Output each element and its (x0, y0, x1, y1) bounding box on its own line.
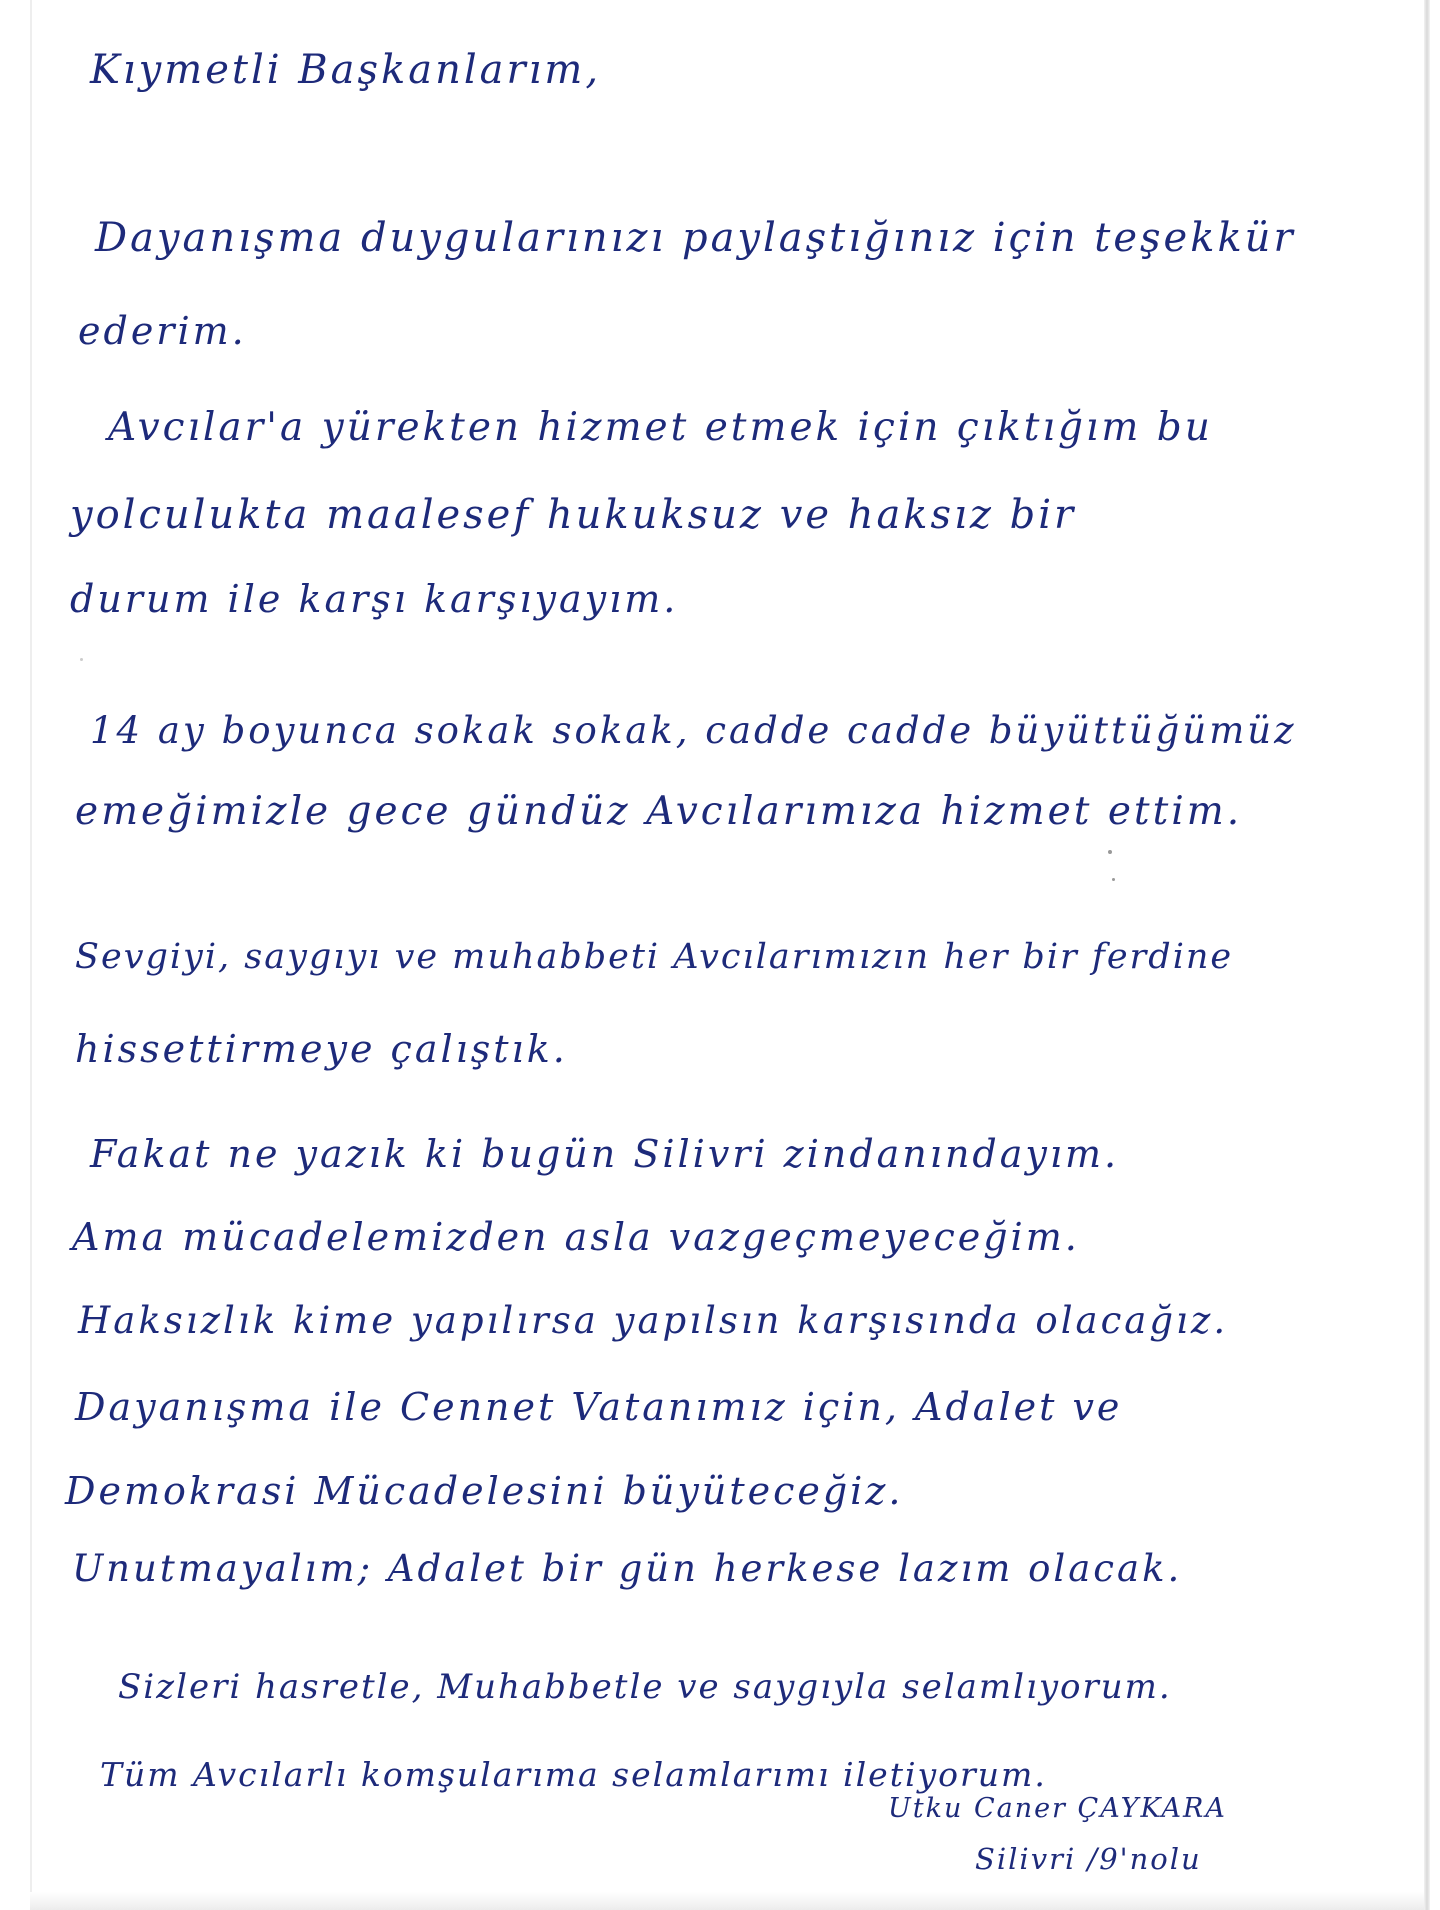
signature-place: Silivri /9'nolu (975, 1842, 1202, 1876)
letter-line: ederim. (78, 309, 247, 353)
letter-line: Sizleri hasretle, Muhabbetle ve saygıyla selamlıyorum. (118, 1667, 1172, 1707)
letter-line: Dayanışma ile Cennet Vatanımız için, Adalet ve (75, 1385, 1123, 1429)
letter-line: Haksızlık kime yapılırsa yapılsın karşısında olacağız. (78, 1299, 1229, 1342)
letter-line: Ama mücadelemizden asla vazgeçmeyeceğim. (72, 1215, 1080, 1259)
letter-line: Unutmayalım; Adalet bir gün herkese lazım olacak. (72, 1547, 1183, 1590)
letter-line: Tüm Avcılarlı komşularıma selamlarımı iletiyorum. (100, 1755, 1047, 1794)
signature-name: Utku Caner ÇAYKARA (888, 1793, 1227, 1824)
letter-line: yolculukta maalesef hukuksuz ve haksız bir (70, 492, 1077, 538)
letter-line: durum ile karşı karşıyayım. (70, 577, 679, 621)
letter-line: Sevgiyi, saygıyı ve muhabbeti Avcılarımızın her bir ferdine (75, 937, 1234, 977)
letter-line: Fakat ne yazık ki bugün Silivri zindanındayım. (90, 1132, 1120, 1176)
ink-speck (1108, 850, 1112, 854)
letter-line: 14 ay boyunca sokak sokak, cadde cadde büyüttüğümüz (90, 709, 1297, 752)
letter-line: Dayanışma duygularınızı paylaştığınız için teşekkür (95, 215, 1296, 261)
ink-speck (1112, 878, 1115, 881)
letter-salutation: Kıymetli Başkanlarım, (90, 47, 602, 93)
letter-line: Avcılar'a yürekten hizmet etmek için çıktığım bu (108, 405, 1213, 450)
letter-line: emeğimizle gece gündüz Avcılarımıza hizmet ettim. (75, 789, 1243, 834)
letter-line: hissettirmeye çalıştık. (75, 1027, 568, 1071)
letter-line: Demokrasi Mücadelesini büyüteceğiz. (65, 1469, 904, 1513)
ink-speck (80, 658, 83, 661)
